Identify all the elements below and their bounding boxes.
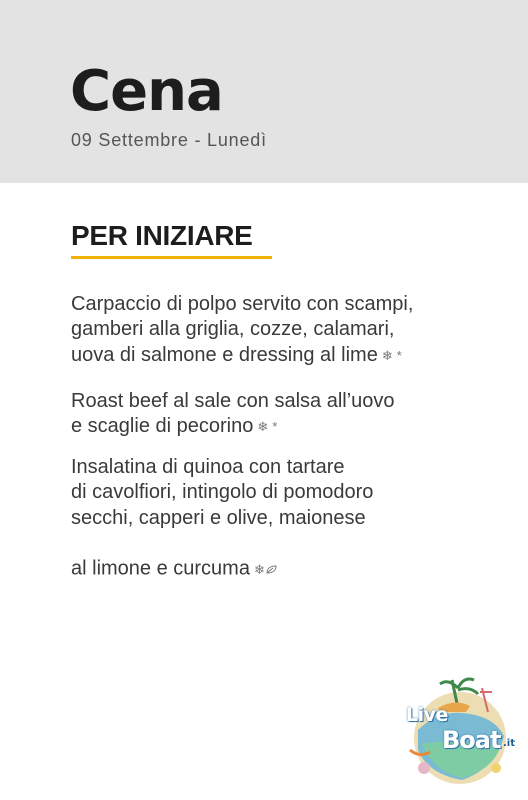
dish-description: Insalatina di quinoa con tartare di cavolfiori, intingolo di pomodoro secchi, capperi e olive, maionese al limone e curcuma (71, 455, 374, 580)
page-title: Cena (70, 59, 223, 124)
logo-text-boat: Boat (442, 726, 501, 754)
dish-item (71, 266, 413, 368)
dish-description: Roast beef al sale con salsa all’uovo e scaglie di pecorino (71, 389, 395, 437)
menu-date: 09 Settembre - Lunedì (71, 130, 267, 150)
logo-text-suffix: .it (503, 738, 516, 749)
asterisk-mark: * (272, 419, 278, 434)
section-underline (71, 256, 272, 259)
snowflake-icon: ❄ (381, 347, 393, 363)
asterisk-mark: * (396, 347, 402, 363)
header-banner (0, 0, 528, 183)
leaf-icon (266, 531, 277, 582)
snowflake-icon: ❄ (253, 561, 265, 577)
section-title: PER INIZIARE (71, 220, 253, 251)
dish-description: Carpaccio di polpo servito con scampi, gamberi alla griglia, cozze, calamari, uova di salmone e dressing al lime (71, 292, 414, 366)
snowflake-icon: ❄ (257, 419, 269, 434)
logo-text-live: Live (406, 704, 448, 726)
liveboat-logo (400, 668, 520, 788)
dish-item (71, 429, 373, 582)
